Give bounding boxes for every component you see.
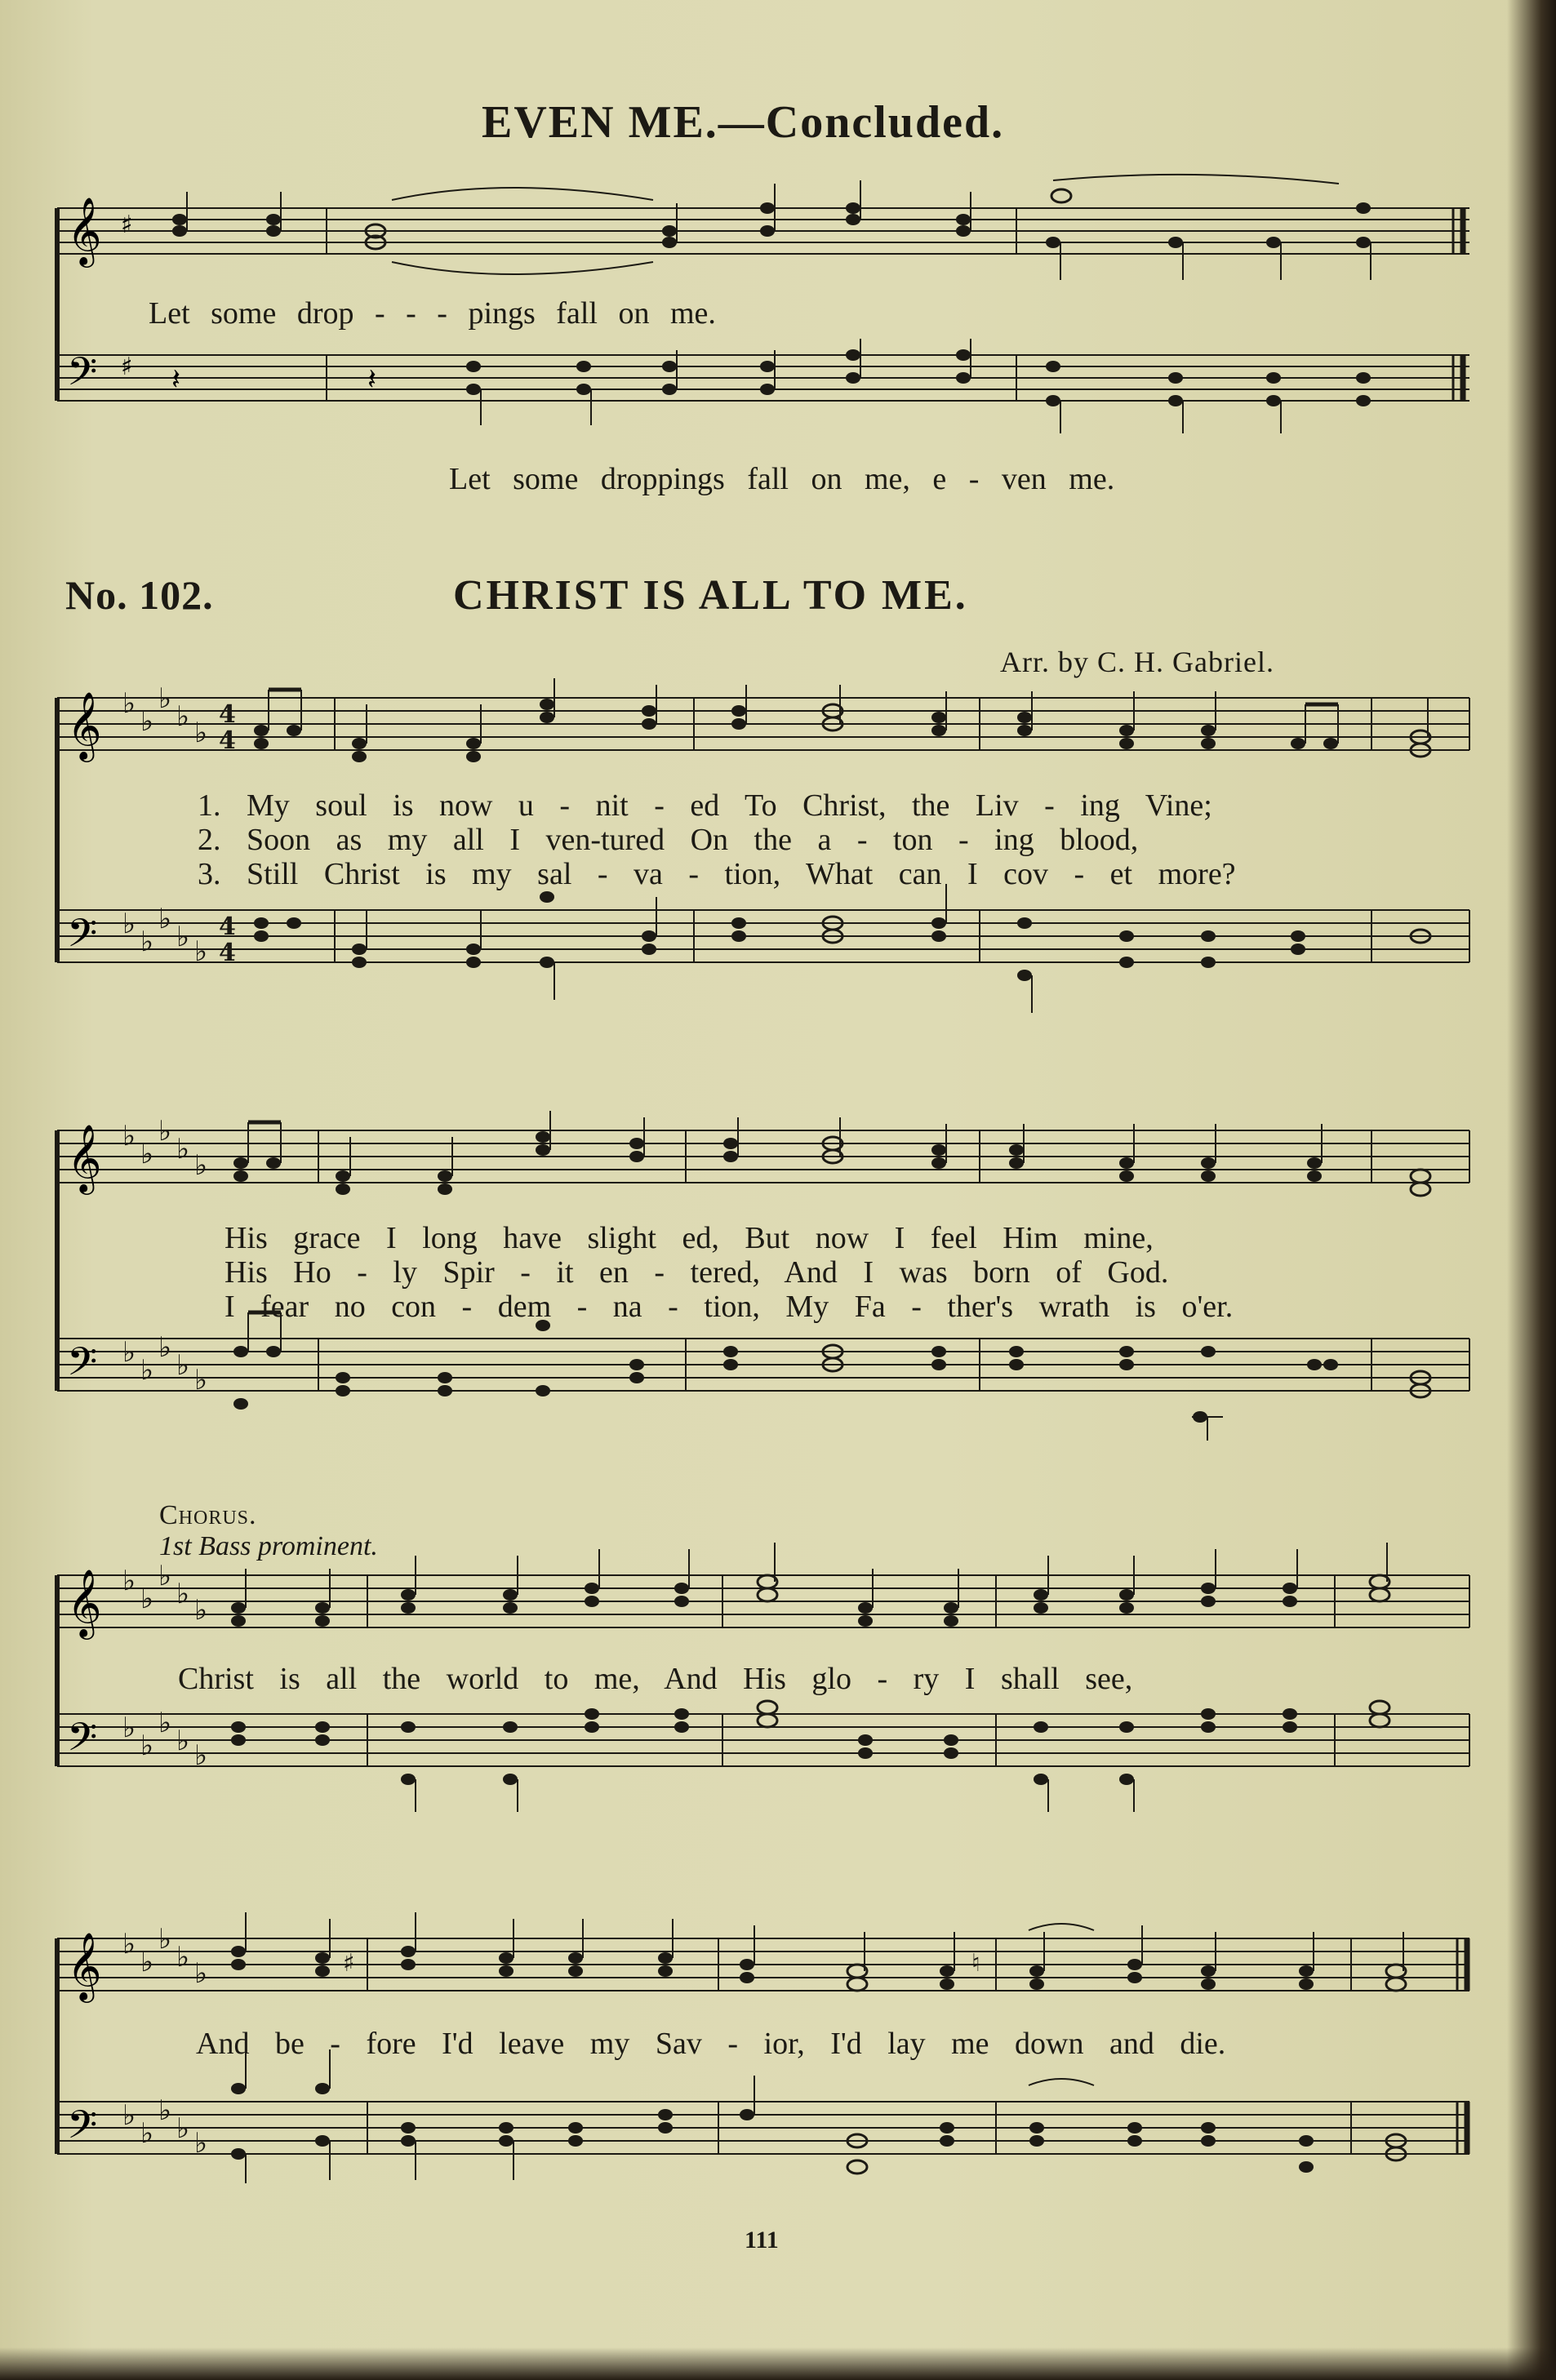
- page-edge-shadow: [1507, 0, 1556, 2380]
- treble-clef-icon: 𝄞: [67, 196, 102, 264]
- sharp-icon: ♯: [343, 1949, 355, 1978]
- flat-icon: ♭: [140, 1729, 154, 1762]
- sharp-icon: ♯: [121, 353, 133, 381]
- verse-2-line-1: 2. Soon as my all I ven-tured On the a - ton - ing blood,: [198, 823, 1139, 857]
- chorus-label: Chorus.: [159, 1500, 257, 1530]
- svg-text:4: 4: [219, 939, 236, 967]
- flat-icon: ♭: [158, 1115, 172, 1148]
- chorus-lyrics-line-2: And be - fore I'd leave my Sav - ior, I'd lay me down and die.: [196, 2027, 1226, 2061]
- flat-icon: ♭: [122, 1336, 136, 1369]
- flat-icon: ♭: [194, 1149, 208, 1182]
- flat-icon: ♭: [122, 687, 136, 720]
- flat-icon: ♭: [194, 1594, 208, 1627]
- flat-icon: ♭: [140, 1138, 154, 1170]
- treble-clef-icon: 𝄞: [67, 1568, 102, 1636]
- treble-clef-icon: 𝄞: [67, 1123, 102, 1192]
- flat-icon: ♭: [158, 1923, 172, 1956]
- page-bottom-shadow: [0, 2347, 1556, 2380]
- chorus-system-1: [49, 1560, 1486, 1820]
- svg-text:4: 4: [219, 700, 236, 729]
- flat-icon: ♭: [122, 1120, 136, 1152]
- flat-icon: ♭: [122, 1712, 136, 1744]
- flat-icon: ♭: [158, 1331, 172, 1364]
- sharp-icon: ♯: [121, 211, 133, 239]
- flat-icon: ♭: [158, 903, 172, 935]
- verse-1-line-1: 1. My soul is now u - nit - ed To Christ, the Liv - ing Vine;: [198, 788, 1212, 823]
- flat-icon: ♭: [122, 1565, 136, 1597]
- flat-icon: ♭: [194, 717, 208, 749]
- bass-clef-icon: 𝄢: [67, 1339, 98, 1394]
- flat-icon: ♭: [194, 1364, 208, 1396]
- flat-icon: ♭: [176, 1133, 190, 1166]
- flat-icon: ♭: [176, 1941, 190, 1974]
- flat-icon: ♭: [140, 1583, 154, 1615]
- flat-icon: ♭: [176, 1725, 190, 1757]
- natural-icon: ♮: [971, 1949, 980, 1978]
- rest-icon: 𝄽: [367, 363, 377, 397]
- flat-icon: ♭: [176, 1578, 190, 1610]
- flat-icon: ♭: [158, 1707, 172, 1739]
- treble-clef-icon: 𝄞: [67, 1931, 102, 2000]
- flat-icon: ♭: [140, 926, 154, 958]
- flat-icon: ♭: [176, 1349, 190, 1382]
- flat-icon: ♭: [122, 2099, 136, 2132]
- rest-icon: 𝄽: [171, 363, 181, 397]
- flat-icon: ♭: [176, 2112, 190, 2145]
- flat-icon: ♭: [194, 935, 208, 968]
- flat-icon: ♭: [194, 1957, 208, 1990]
- chorus-lyrics-line-1: Christ is all the world to me, And His glo - ry I shall see,: [178, 1662, 1133, 1696]
- flat-icon: ♭: [158, 1560, 172, 1592]
- treble-clef-icon: 𝄞: [67, 690, 102, 759]
- verse-3-line-2: I fear no con - dem - na - tion, My Fa - ther's wrath is o'er.: [225, 1290, 1234, 1324]
- flat-icon: ♭: [140, 1354, 154, 1387]
- svg-text:4: 4: [219, 726, 236, 755]
- bass-clef-icon: 𝄢: [67, 910, 98, 966]
- bass-clef-icon: 𝄢: [67, 349, 98, 404]
- verse-3-line-1: 3. Still Christ is my sal - va - tion, What can I cov - et more?: [198, 857, 1236, 891]
- verse-2-line-2: His Ho - ly Spir - it en - tered, And I was born of God.: [225, 1255, 1169, 1290]
- flat-icon: ♭: [140, 705, 154, 738]
- flat-icon: ♭: [158, 2094, 172, 2127]
- section-title: EVEN ME.—Concluded.: [482, 97, 1005, 148]
- hymn-number: No. 102.: [65, 572, 214, 618]
- flat-icon: ♭: [140, 1946, 154, 1978]
- svg-text:4: 4: [219, 912, 236, 941]
- even-me-treble-lyrics: Let some drop - - - pings fall on me.: [149, 296, 716, 331]
- even-me-bass-lyrics: Let some droppings fall on me, e - ven me.: [449, 462, 1115, 496]
- hymn-title: CHRIST IS ALL TO ME.: [453, 572, 968, 619]
- chorus-note: 1st Bass prominent.: [159, 1531, 378, 1561]
- flat-icon: ♭: [122, 908, 136, 940]
- arranger-credit: Arr. by C. H. Gabriel.: [1000, 646, 1274, 678]
- bass-clef-icon: 𝄢: [67, 2102, 98, 2157]
- page-number: 111: [745, 2227, 779, 2253]
- bass-clef-icon: 𝄢: [67, 1714, 98, 1769]
- verse-1-line-2: His grace I long have slight ed, But now I feel Him mine,: [225, 1221, 1154, 1255]
- flat-icon: ♭: [140, 2117, 154, 2150]
- flat-icon: ♭: [194, 2127, 208, 2160]
- flat-icon: ♭: [122, 1928, 136, 1960]
- flat-icon: ♭: [158, 682, 172, 715]
- flat-icon: ♭: [194, 1739, 208, 1772]
- flat-icon: ♭: [176, 921, 190, 953]
- flat-icon: ♭: [176, 700, 190, 733]
